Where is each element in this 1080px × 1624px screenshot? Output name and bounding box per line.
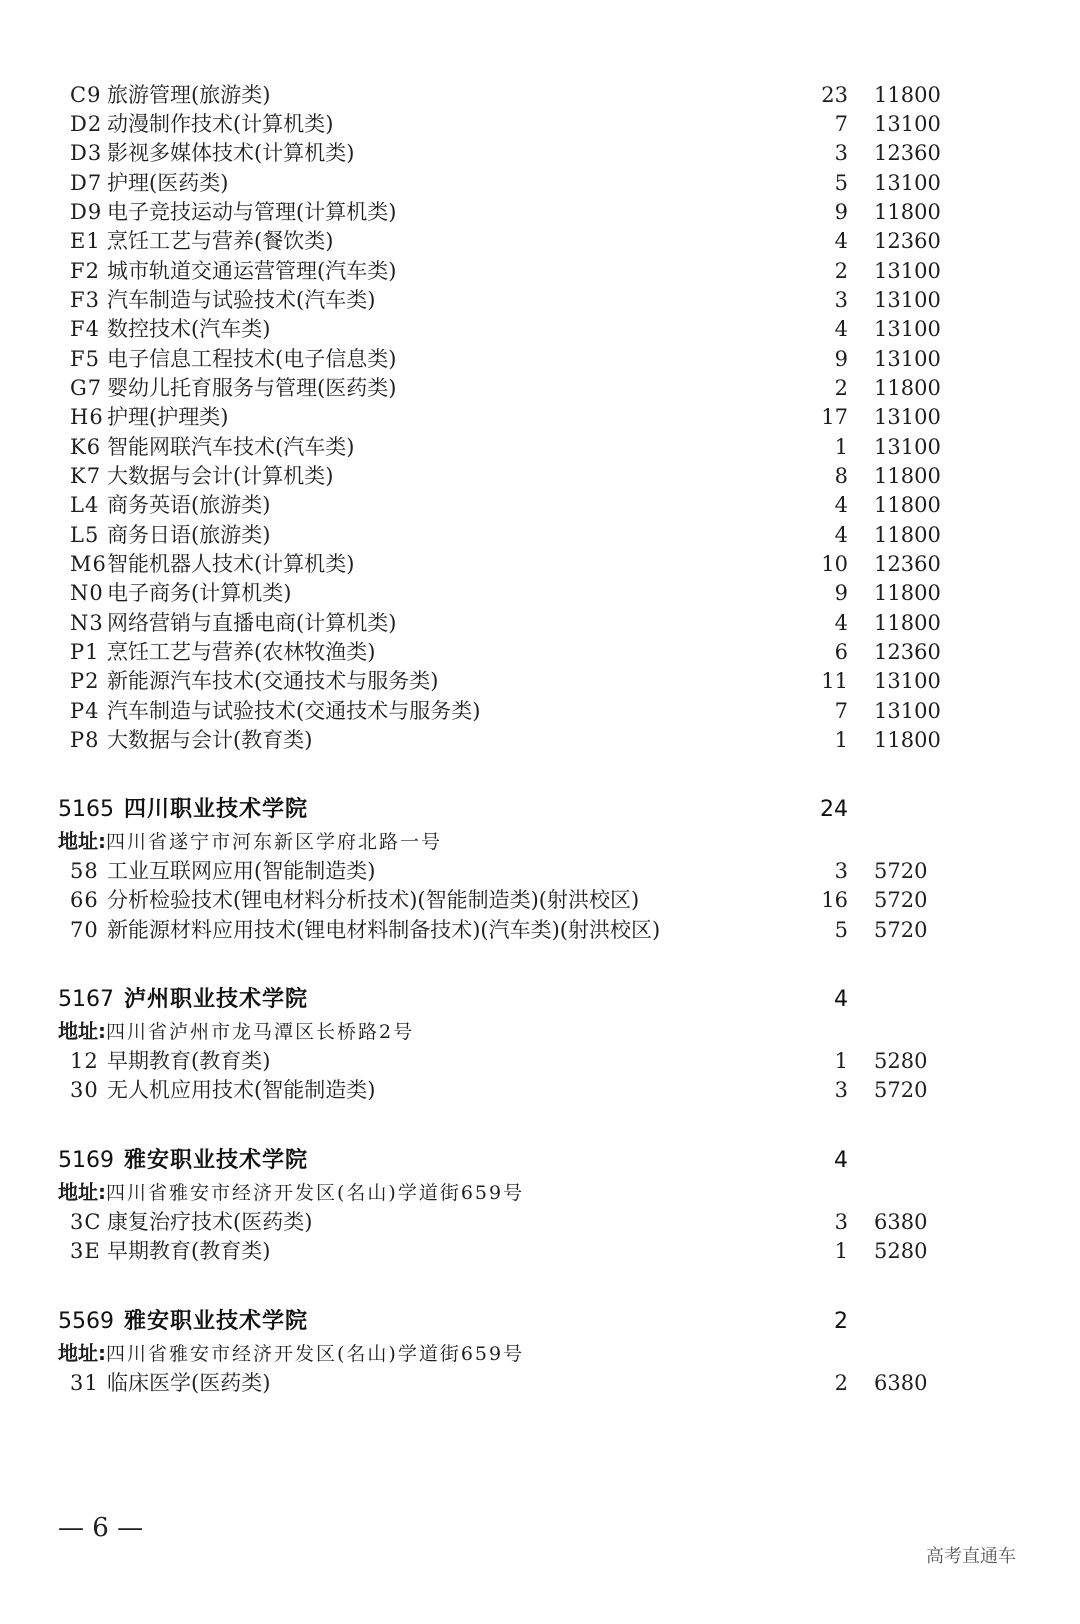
program-fee: 11800 [874, 376, 941, 400]
program-fee: 6380 [874, 1371, 928, 1395]
program-fee: 5280 [874, 1239, 928, 1263]
program-code: P2 [70, 669, 100, 693]
program-count: 2 [834, 376, 848, 400]
program-name: 旅游管理(旅游类) [107, 83, 271, 107]
program-code: D9 [70, 200, 103, 224]
program-name: 护理(医药类) [107, 171, 229, 195]
program-fee: 13100 [874, 288, 941, 312]
program-code: P4 [70, 699, 100, 723]
program-name: 早期教育(教育类) [107, 1239, 271, 1263]
program-count: 9 [834, 347, 848, 371]
program-fee: 13100 [874, 669, 941, 693]
program-fee: 11800 [874, 493, 941, 517]
program-name: 汽车制造与试验技术(汽车类) [107, 288, 376, 312]
program-count: 3 [834, 288, 848, 312]
table-row [0, 637, 1080, 667]
institution-header [0, 1144, 1080, 1178]
program-count: 1 [834, 728, 848, 752]
address-label: 地址: [58, 1341, 106, 1365]
program-count: 9 [834, 581, 848, 605]
program-count: 3 [834, 1078, 848, 1102]
table-row [0, 520, 1080, 550]
institution-total: 24 [820, 797, 848, 822]
program-count: 7 [834, 699, 848, 723]
address-text: 四川省雅安市经济开发区(名山)学道街659号 [106, 1182, 525, 1204]
program-fee: 13100 [874, 405, 941, 429]
program-name: 护理(护理类) [107, 405, 229, 429]
program-name: 大数据与会计(教育类) [107, 728, 313, 752]
table-row [0, 168, 1080, 198]
program-code: F2 [70, 259, 100, 283]
table-row [0, 696, 1080, 726]
table-row [0, 314, 1080, 344]
program-count: 5 [834, 171, 848, 195]
program-fee: 13100 [874, 112, 941, 136]
program-fee: 11800 [874, 581, 941, 605]
program-code: F5 [70, 347, 100, 371]
program-name: 婴幼儿托育服务与管理(医药类) [107, 376, 397, 400]
program-name: 商务英语(旅游类) [107, 493, 271, 517]
program-name: 动漫制作技术(计算机类) [107, 112, 334, 136]
table-row [0, 344, 1080, 374]
program-code: M6 [70, 552, 107, 576]
table-row [0, 666, 1080, 696]
program-count: 6 [834, 640, 848, 664]
program-count: 10 [821, 552, 848, 576]
program-code: 3E [70, 1239, 101, 1263]
program-name: 新能源汽车技术(交通技术与服务类) [107, 669, 439, 693]
program-fee: 5720 [874, 918, 928, 942]
table-row [0, 109, 1080, 139]
table-row [0, 256, 1080, 286]
program-count: 1 [834, 1239, 848, 1263]
program-count: 11 [821, 669, 848, 693]
table-row [0, 1236, 1080, 1266]
program-name: 新能源材料应用技术(锂电材料制备技术)(汽车类)(射洪校区) [107, 918, 661, 942]
program-name: 烹饪工艺与营养(餐饮类) [107, 229, 334, 253]
table-row [0, 725, 1080, 755]
institution-name: 四川职业技术学院 [124, 797, 309, 822]
table-row [0, 578, 1080, 608]
table-row [0, 1368, 1080, 1398]
program-fee: 12360 [874, 640, 941, 664]
program-code: N0 [70, 581, 104, 605]
program-code: 3C [70, 1210, 102, 1234]
program-code: E1 [70, 229, 101, 253]
program-fee: 13100 [874, 347, 941, 371]
program-count: 4 [834, 523, 848, 547]
table-row [0, 915, 1080, 945]
watermark: 高考直通车 [926, 1546, 1016, 1567]
program-name: 商务日语(旅游类) [107, 523, 271, 547]
program-code: P8 [70, 728, 100, 752]
program-fee: 13100 [874, 699, 941, 723]
program-fee: 13100 [874, 259, 941, 283]
program-name: 智能机器人技术(计算机类) [107, 552, 355, 576]
program-name: 临床医学(医药类) [107, 1371, 271, 1395]
program-name: 汽车制造与试验技术(交通技术与服务类) [107, 699, 481, 723]
table-row [0, 490, 1080, 520]
program-fee: 11800 [874, 611, 941, 635]
table-row [0, 461, 1080, 491]
institution-code: 5169 [58, 1148, 114, 1173]
program-code: H6 [70, 405, 104, 429]
program-count: 3 [834, 141, 848, 165]
institution-header [0, 793, 1080, 827]
program-count: 17 [821, 405, 848, 429]
table-row [0, 402, 1080, 432]
program-count: 3 [834, 859, 848, 883]
program-name: 电子信息工程技术(电子信息类) [107, 347, 397, 371]
program-fee: 11800 [874, 728, 941, 752]
program-fee: 11800 [874, 200, 941, 224]
institution-total: 4 [834, 1148, 848, 1173]
institution-address [58, 826, 442, 856]
program-fee: 12360 [874, 141, 941, 165]
table-row [0, 1075, 1080, 1105]
program-code: D2 [70, 112, 103, 136]
institution-header [0, 1305, 1080, 1339]
program-code: D7 [70, 171, 103, 195]
program-code: 66 [70, 888, 99, 912]
program-fee: 13100 [874, 171, 941, 195]
program-code: 58 [70, 859, 99, 883]
program-count: 7 [834, 112, 848, 136]
program-count: 5 [834, 918, 848, 942]
institution-address [58, 1177, 524, 1207]
table-row [0, 1046, 1080, 1076]
address-text: 四川省泸州市龙马潭区长桥路2号 [106, 1021, 415, 1043]
program-count: 9 [834, 200, 848, 224]
table-row [0, 608, 1080, 638]
address-text: 四川省遂宁市河东新区学府北路一号 [106, 831, 443, 853]
program-code: P1 [70, 640, 100, 664]
table-row [0, 285, 1080, 315]
program-code: D3 [70, 141, 103, 165]
program-fee: 11800 [874, 464, 941, 488]
program-name: 影视多媒体技术(计算机类) [107, 141, 355, 165]
institution-code: 5569 [58, 1309, 114, 1334]
program-code: K6 [70, 435, 102, 459]
program-count: 4 [834, 317, 848, 341]
program-name: 大数据与会计(计算机类) [107, 464, 334, 488]
program-count: 23 [821, 83, 848, 107]
table-row [0, 80, 1080, 110]
institution-name: 泸州职业技术学院 [124, 987, 309, 1012]
program-code: G7 [70, 376, 103, 400]
program-count: 1 [834, 1049, 848, 1073]
program-count: 4 [834, 229, 848, 253]
institution-name: 雅安职业技术学院 [124, 1309, 309, 1334]
program-name: 分析检验技术(锂电材料分析技术)(智能制造类)(射洪校区) [107, 888, 640, 912]
program-name: 电子竞技运动与管理(计算机类) [107, 200, 397, 224]
program-code: N3 [70, 611, 104, 635]
program-name: 烹饪工艺与营养(农林牧渔类) [107, 640, 376, 664]
institution-code: 5165 [58, 797, 114, 822]
table-row [0, 373, 1080, 403]
table-row [0, 1207, 1080, 1237]
program-code: 30 [70, 1078, 99, 1102]
table-row [0, 885, 1080, 915]
program-code: 12 [70, 1049, 99, 1073]
address-label: 地址: [58, 829, 106, 853]
program-fee: 6380 [874, 1210, 928, 1234]
program-name: 网络营销与直播电商(计算机类) [107, 611, 397, 635]
institution-address [58, 1338, 524, 1368]
institution-header [0, 983, 1080, 1017]
table-row [0, 197, 1080, 227]
program-code: C9 [70, 83, 102, 107]
program-count: 8 [834, 464, 848, 488]
program-fee: 11800 [874, 83, 941, 107]
institution-code: 5167 [58, 987, 114, 1012]
program-fee: 5720 [874, 888, 928, 912]
program-fee: 13100 [874, 435, 941, 459]
program-code: F3 [70, 288, 100, 312]
program-code: L5 [70, 523, 100, 547]
program-code: 31 [70, 1371, 99, 1395]
table-row [0, 432, 1080, 462]
program-code: L4 [70, 493, 100, 517]
program-count: 4 [834, 493, 848, 517]
program-fee: 5720 [874, 859, 928, 883]
program-code: 70 [70, 918, 99, 942]
program-name: 早期教育(教育类) [107, 1049, 271, 1073]
address-label: 地址: [58, 1180, 106, 1204]
page-number: — 6 — [58, 1513, 144, 1543]
program-name: 康复治疗技术(医药类) [107, 1210, 313, 1234]
address-text: 四川省雅安市经济开发区(名山)学道街659号 [106, 1343, 525, 1365]
program-count: 2 [834, 1371, 848, 1395]
table-row [0, 856, 1080, 886]
table-row [0, 226, 1080, 256]
program-name: 无人机应用技术(智能制造类) [107, 1078, 376, 1102]
program-code: F4 [70, 317, 100, 341]
program-name: 工业互联网应用(智能制造类) [107, 859, 376, 883]
institution-address [58, 1016, 414, 1046]
program-count: 16 [821, 888, 848, 912]
program-fee: 5280 [874, 1049, 928, 1073]
table-row [0, 138, 1080, 168]
program-name: 城市轨道交通运营管理(汽车类) [107, 259, 397, 283]
program-name: 电子商务(计算机类) [107, 581, 292, 605]
program-count: 3 [834, 1210, 848, 1234]
program-fee: 11800 [874, 523, 941, 547]
program-name: 数控技术(汽车类) [107, 317, 271, 341]
program-count: 1 [834, 435, 848, 459]
program-fee: 5720 [874, 1078, 928, 1102]
institution-name: 雅安职业技术学院 [124, 1148, 309, 1173]
program-fee: 12360 [874, 229, 941, 253]
institution-total: 4 [834, 987, 848, 1012]
program-name: 智能网联汽车技术(汽车类) [107, 435, 355, 459]
program-count: 2 [834, 259, 848, 283]
program-count: 4 [834, 611, 848, 635]
address-label: 地址: [58, 1019, 106, 1043]
program-code: K7 [70, 464, 102, 488]
program-fee: 13100 [874, 317, 941, 341]
institution-total: 2 [834, 1309, 848, 1334]
table-row [0, 549, 1080, 579]
program-fee: 12360 [874, 552, 941, 576]
